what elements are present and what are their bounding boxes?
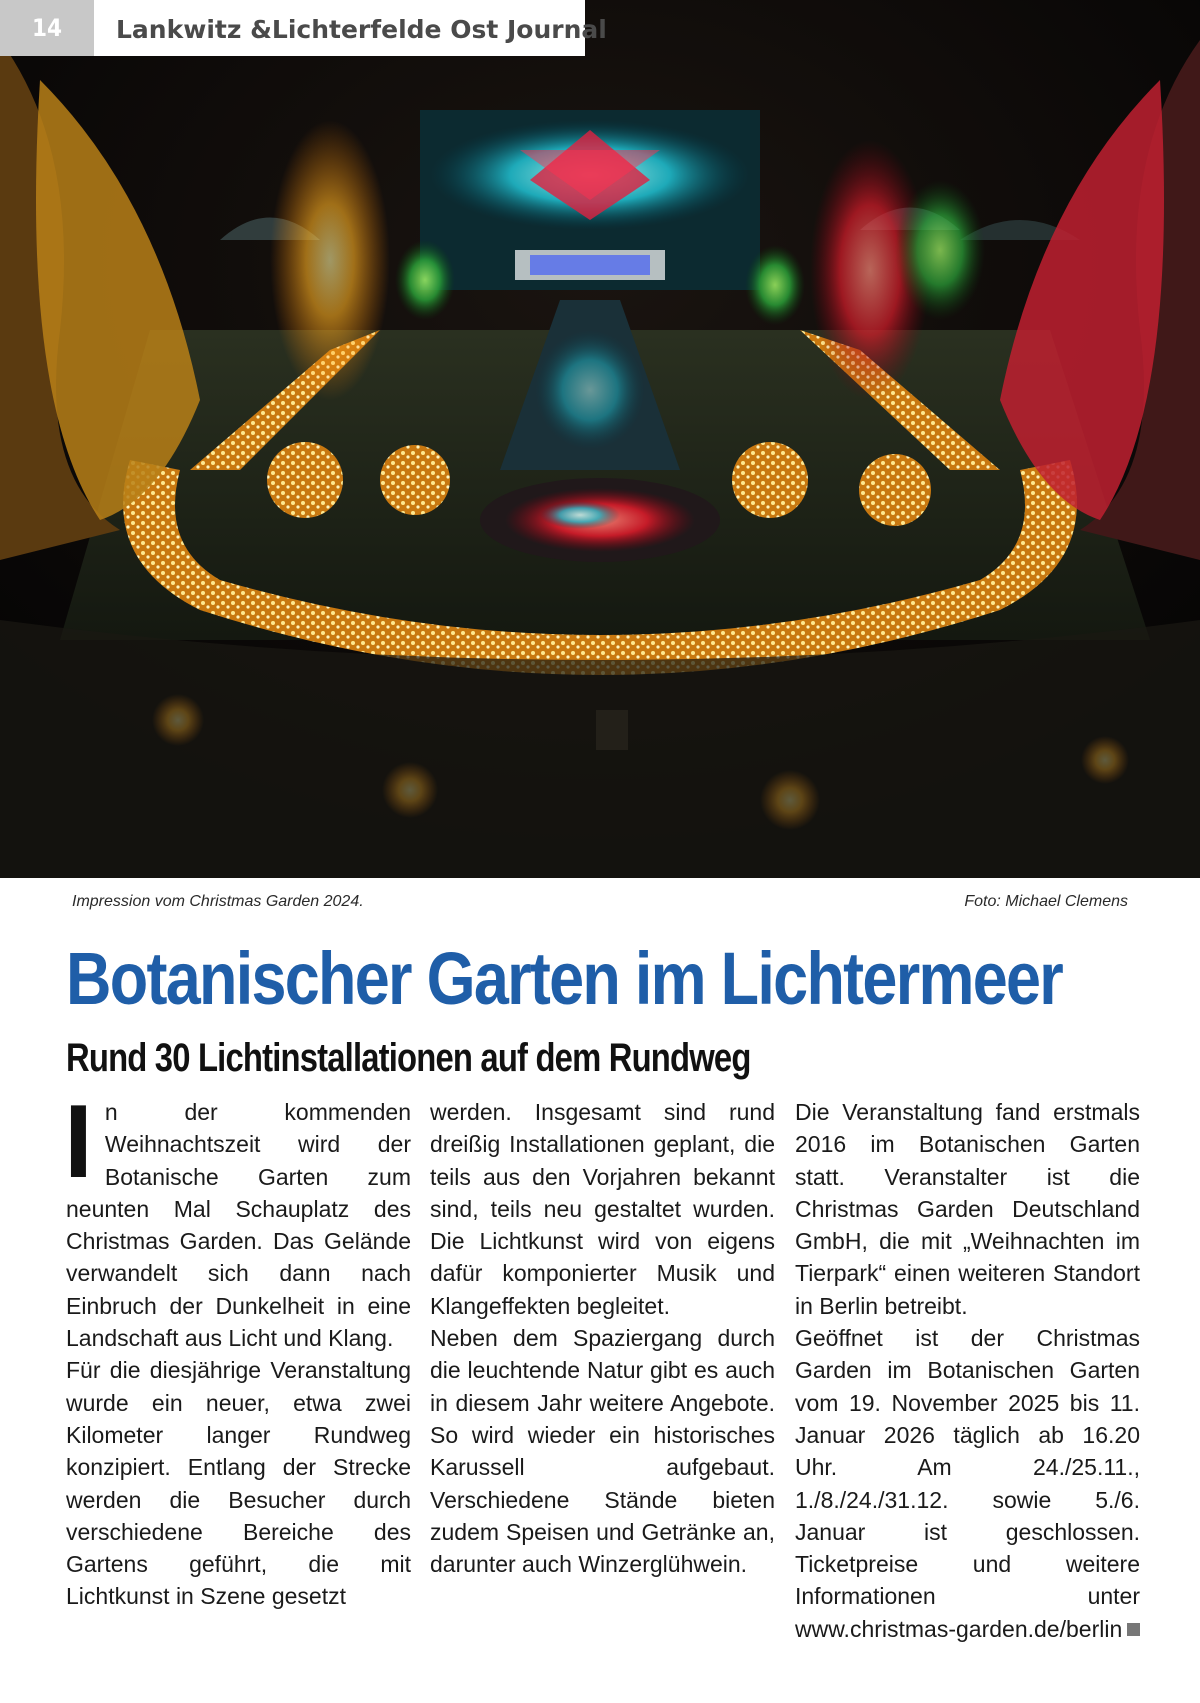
article-column-3 xyxy=(795,1096,1140,1645)
end-of-article-icon xyxy=(1127,1623,1140,1636)
page-header xyxy=(0,0,607,56)
photo-caption: Impression vom Christmas Garden 2024. xyxy=(72,893,364,910)
paragraph: Neben dem Spaziergang durch die leuchtende Natur gibt es auch in diesem Jahr weitere Angebote. So wird wieder ein historisches Karussell aufgebaut. Verschiedene Stände bieten zudem Speisen und Getränke an, darunter auch Winzerglühwein. xyxy=(430,1325,775,1578)
paragraph-text: n der kommenden Weihnachtszeit wird der Botanische Garten zum neunten Mal Schauplatz des Christmas Garden. Das Gelände verwandelt sich dann nach Einbruch der Dunkelheit in eine Landschaft aus Licht und Klang. xyxy=(66,1099,411,1352)
paragraph xyxy=(64,1084,411,1354)
paragraph: werden. Insgesamt sind rund dreißig Installationen geplant, die teils aus den Vorjahren bekannt sind, teils neu gestaltet wurden. Die Lichtkunst wird von eigens dafür komponierter Musik und Klangeffekten begleitet. xyxy=(430,1099,775,1319)
article-column-1 xyxy=(64,1084,411,1613)
paragraph-text: Geöffnet ist der Christmas Garden im Botanischen Garten vom 19. November 2025 bis 11. Januar 2026 täglich ab 16.20 Uhr. Am 24./25.11., 1./8./24./31.12. sowie 5./6. Januar ist geschlossen. Ticketpreise und weitere Informationen unter www.christmas-garden.de/berlin xyxy=(795,1325,1140,1642)
paragraph: Die Veranstaltung fand erstmals 2016 im Botanischen Garten statt. Veranstalter ist die Christmas Garden Deutschland GmbH, die mit „Weihnachten im Tierpark“ einen weiteren Standort in Berlin betreibt. xyxy=(795,1099,1140,1319)
article-headline: Botanischer Garten im Lichtermeer xyxy=(66,937,1063,1020)
paragraph xyxy=(795,1322,1140,1645)
drop-cap: I xyxy=(64,1084,93,1200)
article-subheadline: Rund 30 Lichtinstallationen auf dem Rundweg xyxy=(66,1036,751,1080)
article-column-2 xyxy=(430,1096,775,1580)
journal-title: Lankwitz &Lichterfelde Ost Journal xyxy=(116,15,607,44)
photo-credit: Foto: Michael Clemens xyxy=(964,893,1128,910)
paragraph: Für die diesjährige Veranstaltung wurde ein neuer, etwa zwei Kilometer langer Rundweg konzipiert. Entlang der Strecke werden die Besucher durch verschiedene Bereiche des Gartens geführt, die mit Lichtkunst in Szene gesetzt xyxy=(66,1357,411,1610)
page-number: 14 xyxy=(0,0,94,56)
